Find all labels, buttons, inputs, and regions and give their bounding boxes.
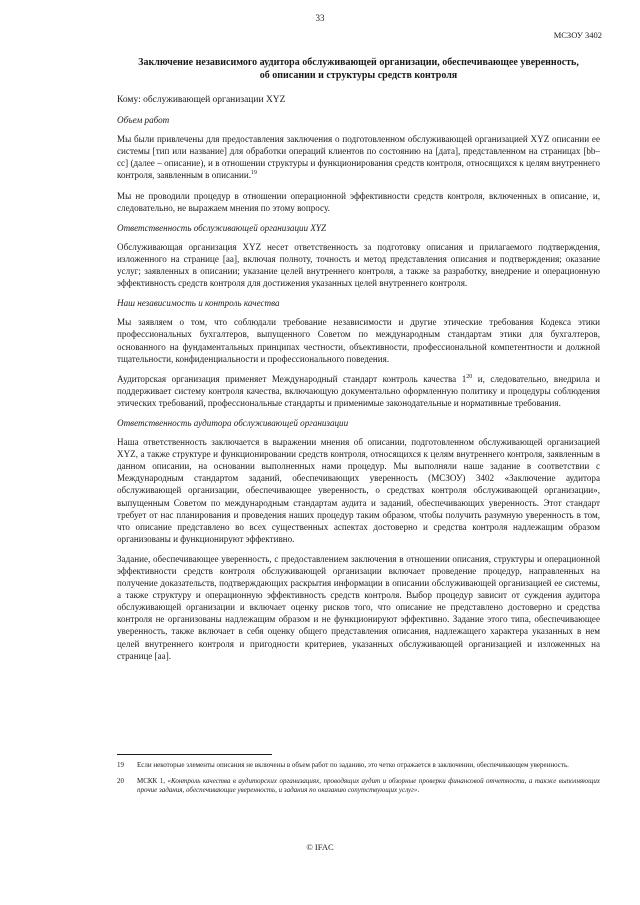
document-code: МСЗОУ 3402: [553, 30, 602, 40]
paragraph: Аудиторская организация применяет Международный стандарт контроль качества $1^{20}$ и, следовательно, внедрила и поддерживает систему контроля качества, включающую документально оформленную политику и процедуры соблюдения этических требований, профессиональные стандарты и применимые законодательные и нормативные требования.: [117, 373, 600, 408]
report-body: [117, 94, 600, 670]
paragraph: Обслуживающая организация XYZ несет ответственность за подготовку описания и прилагаемого подтверждения, изложенного на странице [aa], включая полноту, точность и метод представления описания и подтверждения; оказание услуг; заявленных в описании; указание целей внутреннего контроля, а также за разработку, внедрение и операционную эффективность средств контроля для достижения указанных целей внутреннего контроля.: [117, 241, 600, 289]
paragraph: Мы заявляем о том, что соблюдали требование независимости и другие этические требования Кодекса этики профессиональных бухгалтеров, выпущенного Советом по международным стандартам этики для бухгалтеров, основанного на фундаментальных принципах честности, объективности, профессиональной компетентности и должной тщательности, конфиденциальности и профессионального поведения.: [117, 317, 600, 364]
paragraph: Мы были привлечены для предоставления заключения о подготовленном обслуживающей организацией XYZ описании ее системы [тип или название] для обработки операций клиентов по состоянию на [дата], представленном на страницах [bb–cc] (далее – описание), и в отношении структуры и функционирования средств контроля, относящихся к целям внутреннего контроля, заявленным в описании.$^{19}$: [117, 134, 600, 181]
title-line-1: Заключение независимого аудитора обслуживающей организации, обеспечивающее уверенность,: [138, 57, 579, 68]
section-heading-org-responsibility: Ответственность обслуживающей организации XYZ: [117, 222, 327, 233]
page-number: 33: [315, 13, 325, 23]
paragraph: Наша ответственность заключается в выражении мнения об описании, подготовленном обслуживающей организацией XYZ, а также структуре и функционировании средств контроля, относящихся к целям внутреннего контроля, заявленным в данном описании, на основании выполненных нами процедур. Мы выполняли наше задание в соответствии с Международным стандартом заданий, обеспечивающих уверенность (МСЗОУ) 3402 «Заключение аудитора обслуживающей организации, обеспечивающее уверенность, о средствах контроля обслуживающей организации», выпущенным Советом по международным стандартам аудита и заданий, обеспечивающих уверенность. Этот стандарт требует от нас планирования и проведения наших процедур таким образом, чтобы получить разумную уверенность в том, что описание представлено во всех существенных аспектах достоверно и средства контроля надлежащим образом организованы и функционируют эффективно.: [117, 437, 600, 544]
section-heading-independence: Наш независимость и контроль качества: [117, 298, 280, 309]
section-heading-auditor-responsibility: Ответственность аудитора обслуживающей организации: [117, 417, 349, 428]
footnote-text: Если некоторые элементы описания не включены в объем работ по заданию, это четко отражается в заключении, обеспечивающем уверенность.: [137, 761, 569, 769]
footnote-number: 19: [117, 761, 124, 769]
footnote: [117, 761, 600, 771]
addressee: Кому: обслуживающей организации XYZ: [117, 95, 286, 105]
section-heading-scope: Объем работ: [117, 115, 170, 126]
paragraph: Мы не проводили процедур в отношении операционной эффективности средств контроля, включенных в описание, и, следовательно, не выражаем мнения по этому вопросу.: [117, 190, 600, 213]
document-title: [117, 56, 600, 82]
footnote-ref: 20: [466, 373, 473, 380]
footnote-ref: 19: [251, 170, 258, 177]
copyright-footer: © IFAC: [306, 842, 334, 852]
footnote-number: 20: [117, 776, 124, 785]
footnote-text: МСКК 1, «Контроль качества в аудиторских организациях, проводящих аудит и обзорные проверки финансовой отчетности, а также выполняющих прочие задания, обеспечивающие уверенность, и задания по оказанию сопутствующих услуг».: [137, 776, 600, 794]
footnote-divider: [117, 754, 272, 755]
footnote: [117, 777, 600, 796]
paragraph: Задание, обеспечивающее уверенность, с предоставлением заключения в отношении описания, структуры и операционной эффективности средств контроля обслуживающей организации включает проведение процедур, направленных на получение доказательств, подтверждающих раскрытия информации в описании обслуживающей организацией ее системы, а также структуру и операционную эффективность средств контроля. Выбор процедур зависит от суждения аудитора обслуживающей организации и включает оценку рисков того, что описание не представлено достоверно и средства контроля не организованы надлежащим образом и не функционируют эффективно. Задание этого типа, обеспечивающее уверенность, также включает в себя оценку общего представления описания, надлежащего характера указанных в нем целей внутреннего контроля и пригодности критериев, указанных обслуживающей организацией и изложенных на странице [aa].: [117, 553, 600, 661]
title-line-2: об описании и структуры средств контроля: [259, 70, 458, 81]
footnotes: [117, 754, 600, 802]
